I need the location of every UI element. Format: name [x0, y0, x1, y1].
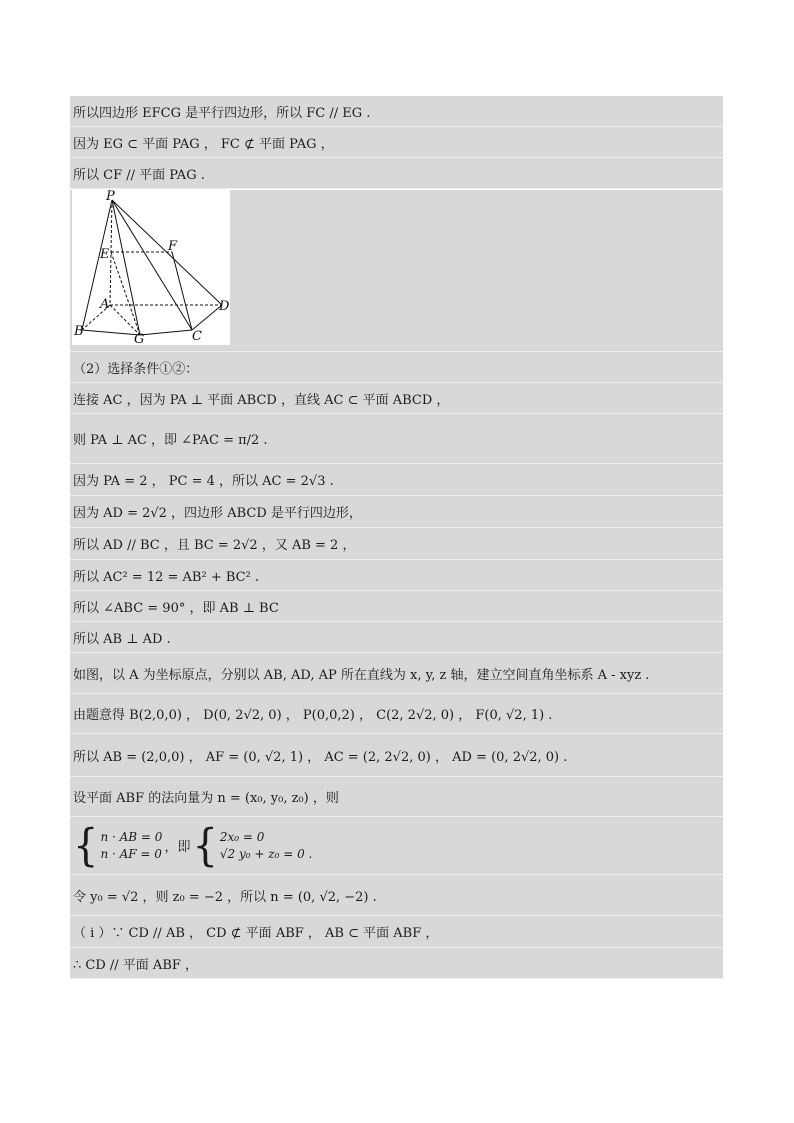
text-line: 则 PA ⊥ AC ，即 ∠PAC = π/2 . [70, 414, 723, 464]
text-line: 所以 ∠ABC = 90° ，即 AB ⊥ BC [70, 591, 723, 622]
pyramid-figure [72, 190, 230, 345]
text-line: 因为 PA = 2 ， PC = 4 ，所以 AC = 2√3 . [70, 464, 723, 496]
label-D: D [219, 299, 230, 314]
label-E: E [100, 247, 110, 262]
text-line: 因为 AD = 2√2 ，四边形 ABCD 是平行四边形， [70, 496, 723, 528]
label-B: B [74, 324, 84, 339]
label-G: G [134, 332, 145, 345]
text-line: 如图，以 A 为坐标原点，分别以 AB, AD, AP 所在直线为 x, y, z 轴，建立空间直角坐标系 A - xyz . [70, 653, 723, 694]
text-line: 因为 EG ⊂ 平面 PAG ， FC ⊄ 平面 PAG ， [70, 127, 723, 158]
equation-system-row [70, 817, 723, 875]
system-left: n · AB = 0 n · AF = 0 [100, 829, 163, 861]
figure-row [70, 190, 723, 352]
equation-system: { n · AB = 0 n · AF = 0 ，即 { 2x₀ = 0 √2 y₀ + z₀ = 0 . [73, 820, 313, 871]
text-line: 所以 AB = (2,0,0) ， AF = (0, √2, 1) ， AC = (2, 2√2, 0) ， AD = (0, 2√2, 0) . [70, 734, 723, 777]
text-line: 所以 AD // BC ，且 BC = 2√2 ，又 AB = 2 ， [70, 528, 723, 560]
text-line: 设平面 ABF 的法向量为 n = (x₀, y₀, z₀) ，则 [70, 777, 723, 817]
label-F: F [168, 239, 178, 254]
left-brace: { [73, 820, 99, 871]
text-line: 由题意得 B(2,0,0) ， D(0, 2√2, 0) ， P(0,0,2) ， C(2, 2√2, 0) ， F(0, √2, 1) . [70, 694, 723, 734]
text-line: 所以 CF // 平面 PAG . [70, 158, 723, 189]
text-line: 令 y₀ = √2 ，则 z₀ = −2 ，所以 n = (0, √2, −2) . [70, 875, 723, 916]
text-line: 所以 AC² = 12 = AB² + BC² . [70, 560, 723, 591]
label-C: C [192, 329, 202, 344]
text-line: 所以四边形 EFCG 是平行四边形，所以 FC // EG . [70, 96, 723, 127]
label-P: P [106, 190, 115, 204]
label-A: A [100, 297, 110, 312]
text-line: 所以 AB ⊥ AD . [70, 622, 723, 653]
solution-content [70, 96, 723, 979]
text-line: 连接 AC ，因为 PA ⊥ 平面 ABCD ，直线 AC ⊂ 平面 ABCD ， [70, 383, 723, 414]
text-line: （2）选择条件①②： [70, 352, 723, 383]
system-right: 2x₀ = 0 √2 y₀ + z₀ = 0 . [219, 829, 313, 861]
pyramid-diagram [72, 190, 230, 345]
right-brace: { [192, 820, 218, 871]
text-line: ∴ CD // 平面 ABF ， [70, 948, 723, 979]
text-line: （ i ）∵ CD // AB ， CD ⊄ 平面 ABF ， AB ⊂ 平面 ABF ， [70, 916, 723, 948]
